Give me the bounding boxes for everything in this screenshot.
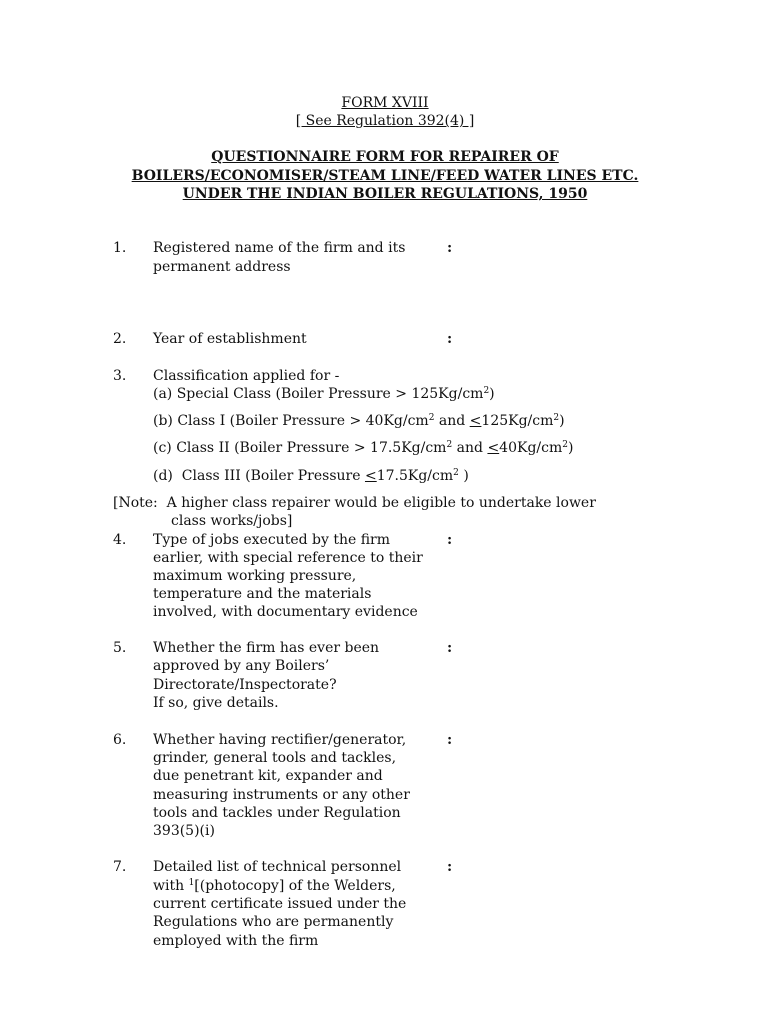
item-text-line: with $^1$[(photocopy] of the Welders, bbox=[153, 878, 396, 894]
item-number: 3. bbox=[113, 368, 127, 384]
item-text-line: Directorate/Inspectorate? bbox=[153, 677, 337, 693]
answer-colon: : bbox=[447, 859, 453, 875]
answer-colon: : bbox=[447, 331, 453, 347]
answer-colon: : bbox=[447, 240, 453, 256]
item-text-line: Registered name of the firm and its bbox=[153, 240, 406, 256]
class-option-d: (d) Class III (Boiler Pressure $<17.5Kg/cm^2$ ) bbox=[153, 468, 469, 484]
answer-colon: : bbox=[447, 640, 453, 656]
item-text-line: 393(5)(i) bbox=[153, 823, 215, 839]
item-number: 1. bbox=[113, 240, 127, 256]
item-number: 6. bbox=[113, 732, 127, 748]
answer-colon: : bbox=[447, 532, 453, 548]
footnote-mark: 1 bbox=[188, 878, 195, 888]
item-text-line: tools and tackles under Regulation bbox=[153, 805, 401, 821]
item-text-line: Regulations who are permanently bbox=[153, 914, 394, 930]
item-text-line: If so, give details. bbox=[153, 695, 279, 711]
item-text-line: Type of jobs executed by the firm bbox=[153, 532, 391, 548]
item-text-line: permanent address bbox=[153, 259, 291, 275]
item-text-line: Whether the firm has ever been bbox=[153, 640, 380, 656]
class-option-a: (a) Special Class (Boiler Pressure > $125Kg/cm^2$) bbox=[153, 386, 495, 402]
regulation-reference: [ See Regulation 392(4) ] bbox=[295, 113, 475, 129]
answer-colon: : bbox=[447, 732, 453, 748]
heading-line-2: BOILERS/ECONOMISER/STEAM LINE/FEED WATER LINES ETC. bbox=[131, 168, 639, 184]
item-number: 2. bbox=[113, 331, 127, 347]
item-text-line: Whether having rectifier/generator, bbox=[153, 732, 407, 748]
class-option-b: (b) Class I (Boiler Pressure > $40Kg/cm^2$ and $<125Kg/cm^2$) bbox=[153, 413, 565, 429]
item-text-line: maximum working pressure, bbox=[153, 568, 357, 584]
item-text-line: Year of establishment bbox=[153, 331, 307, 347]
heading-line-3: UNDER THE INDIAN BOILER REGULATIONS, 1950 bbox=[182, 186, 588, 202]
item-text-line: earlier, with special reference to their bbox=[153, 550, 423, 566]
item-text-line: Classification applied for - bbox=[153, 368, 340, 384]
item-number: 7. bbox=[113, 859, 127, 875]
class-option-c: (c) Class II (Boiler Pressure > $17.5Kg/cm^2$ and $<40Kg/cm^2$) bbox=[153, 440, 574, 456]
item-text-line: employed with the firm bbox=[153, 933, 319, 949]
item-text-line: approved by any Boilers’ bbox=[153, 658, 330, 674]
item-text-line: grinder, general tools and tackles, bbox=[153, 750, 397, 766]
item-text-line: due penetrant kit, expander and bbox=[153, 768, 383, 784]
item-text-line: measuring instruments or any other bbox=[153, 787, 410, 803]
item-text-line: involved, with documentary evidence bbox=[153, 604, 418, 620]
heading-line-1: QUESTIONNAIRE FORM FOR REPAIRER OF bbox=[211, 149, 559, 165]
item-number: 5. bbox=[113, 640, 127, 656]
form-title: FORM XVIII bbox=[341, 95, 429, 111]
item-text-line: Detailed list of technical personnel bbox=[153, 859, 402, 875]
item-text-line: temperature and the materials bbox=[153, 586, 372, 602]
note-line-2: class works/jobs] bbox=[171, 513, 293, 529]
note-line-1: [Note: A higher class repairer would be eligible to undertake lower bbox=[113, 495, 596, 511]
item-number: 4. bbox=[113, 532, 127, 548]
item-text-line: current certificate issued under the bbox=[153, 896, 407, 912]
